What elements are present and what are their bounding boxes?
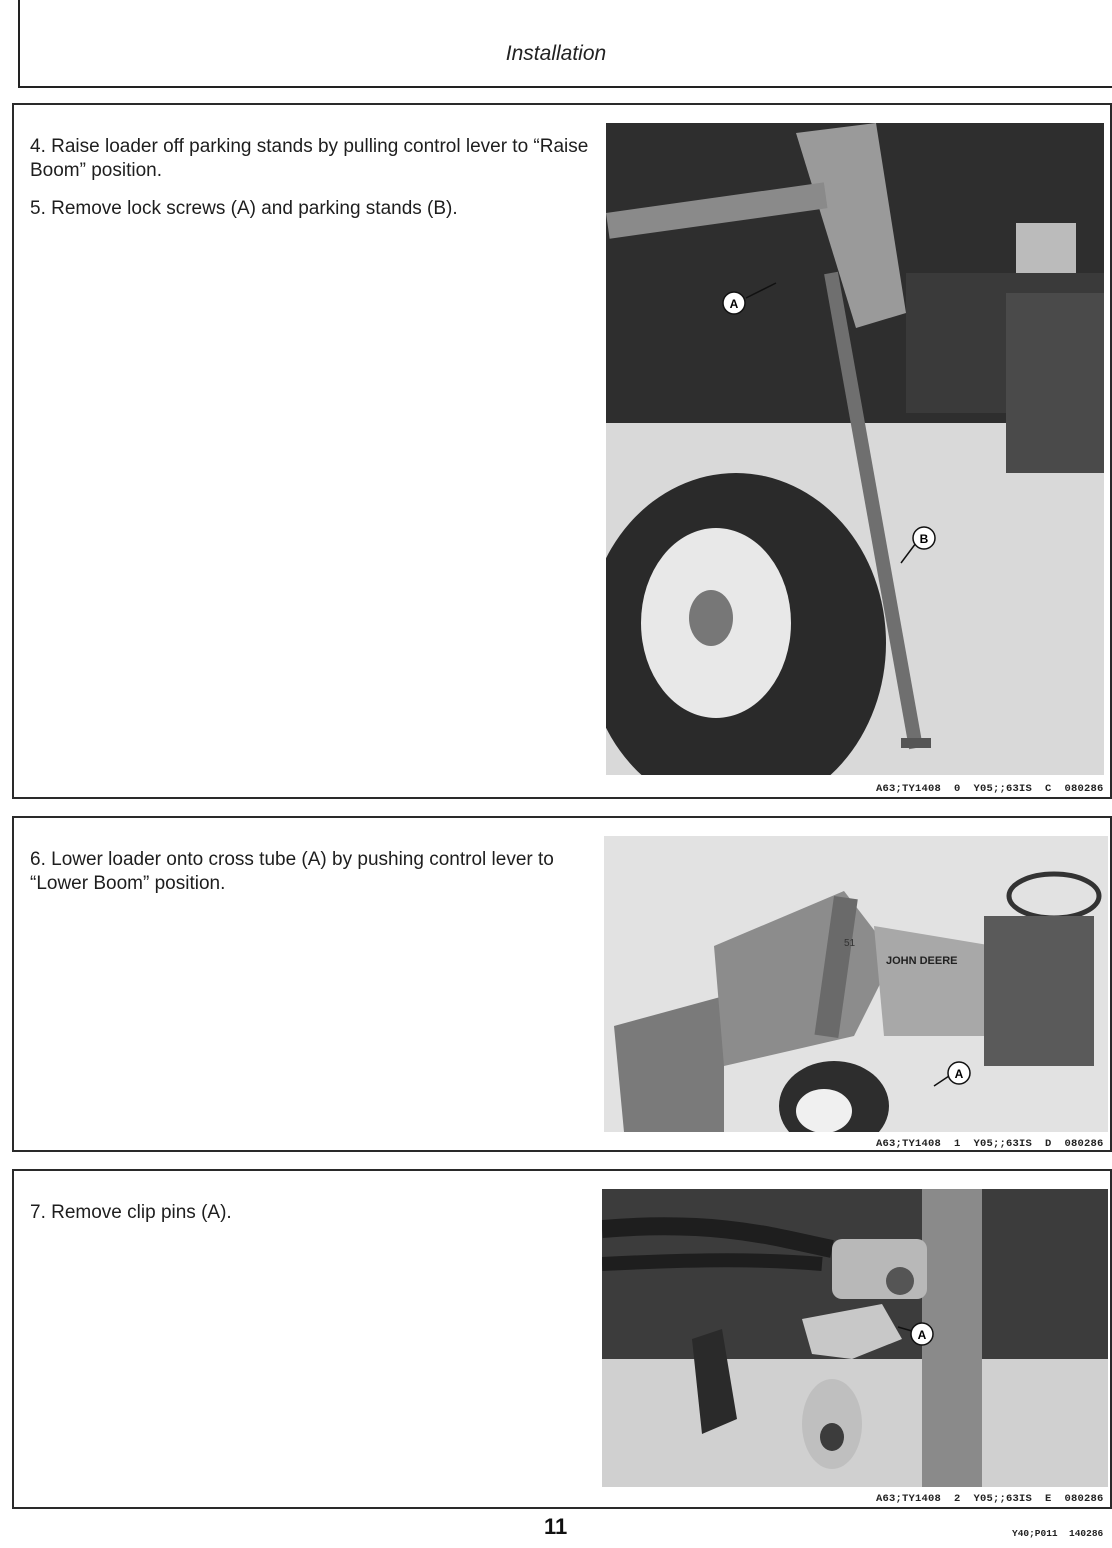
callout-a: A (729, 297, 739, 311)
photo-clip-pins (602, 1189, 1108, 1487)
document-code: Y40;P011 140286 (1012, 1528, 1104, 1539)
callout-b: B (919, 532, 929, 546)
callout-a: A (954, 1067, 964, 1081)
boom-number-text: 51 (844, 938, 856, 949)
section-title: Installation (505, 42, 607, 65)
instruction-panel-3 (12, 1169, 1112, 1509)
photo-parking-stand (606, 123, 1104, 775)
step-7: 7. Remove clip pins (A). (30, 1202, 232, 1223)
photo-illustration (604, 836, 1108, 1132)
steps-list (30, 135, 590, 235)
photo-illustration (606, 123, 1104, 775)
photo-caption: A63;TY1408 2 Y05;;63IS E 080286 (876, 1493, 1104, 1505)
hood-brand-text: JOHN DEERE (886, 955, 958, 967)
step-6: 6. Lower loader onto cross tube (A) by pushing control lever to “Lower Boom” position. (30, 849, 554, 894)
steps-list (30, 1201, 590, 1239)
photo-caption: A63;TY1408 0 Y05;;63IS C 080286 (876, 783, 1104, 795)
steps-list (30, 848, 590, 910)
photo-caption: A63;TY1408 1 Y05;;63IS D 080286 (876, 1138, 1104, 1150)
page-number: 11 (544, 1514, 568, 1539)
callout-a: A (917, 1328, 927, 1342)
step-4: 4. Raise loader off parking stands by pulling control lever to “Raise Boom” position. (30, 136, 589, 181)
photo-loader-lowered (604, 836, 1108, 1132)
photo-illustration (602, 1189, 1108, 1487)
instruction-panel-1 (12, 103, 1112, 799)
instruction-panel-2 (12, 816, 1112, 1152)
step-5: 5. Remove lock screws (A) and parking stands (B). (30, 198, 458, 219)
